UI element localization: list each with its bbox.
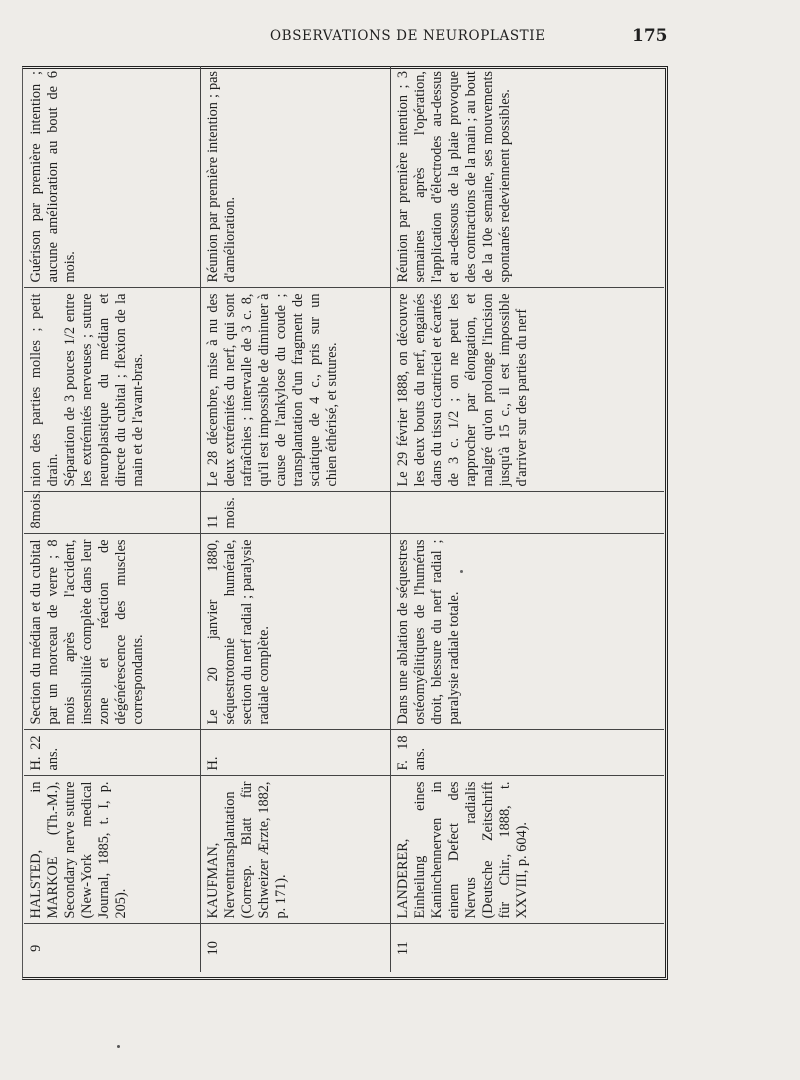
observations-table — [24, 66, 664, 972]
time-elapsed — [390, 492, 664, 534]
operation-description: Le 28 décembre, mise à nu des deux extrémités du nerf, qui sont rafraîchies ; intervalle de 3 c. 8, qu'il est impossible de diminuer à cause de l'ankylose du coude ; transplantation d'un fragment de sciatique de 4 c., pris sur un chien éthérisé, et sutures. — [200, 288, 390, 492]
table-row — [390, 66, 664, 972]
rotated-table-container — [24, 66, 664, 972]
observation-number: 10 — [204, 941, 221, 956]
observation-number: 9 — [28, 944, 44, 952]
observation-number: 11 — [394, 941, 411, 956]
running-header: OBSERVATIONS DE NEUROPLASTIE — [270, 28, 546, 44]
operation-description: Séparation de 3 pouces 1/2 entre les extrémités nerveuses ; suture neuroplastique du médian et directe du cubital ; flexion de la main et de l'avant-bras. — [62, 293, 146, 487]
source-reference: KAUFMAN, Nerventransplantation (Corresp. Blatt für Schweizer Ærzte, 1882, p. 171). — [200, 776, 390, 924]
result-description: Réunion par première intention ; pas d'amélioration. — [200, 66, 390, 288]
operation-description: Le 29 février 1888, on découvre les deux bouts du nerf, engainés dans du tissu cicatriciel et écartés de 3 c. 1/2 ; on ne peut les rapprocher par élongation, et malgré qu'on prolonge l'incision jusqu'à 15 c., il est impossible d'arriver sur des parties du nerf — [390, 288, 664, 492]
case-description: Section du médian et du cubital par un morceau de verre ; 8 mois après l'accident, insensibilité complète dans leur zone et réaction de dégénérescence des muscles correspondants. — [24, 534, 200, 730]
time-elapsed: 11 mois. — [200, 492, 390, 534]
ink-speck — [117, 1045, 120, 1048]
page-number: 175 — [632, 26, 668, 46]
result-description: Guérison par première intention ; aucune amélioration au bout de 6 mois. — [24, 66, 200, 288]
source-reference: LANDERER, Einheilung eines Kaninchennerven in einem Defect des Nervus radialis (Deutsche Zeitschrift für Chir., 1888, t. XXVIII, p. 604). — [390, 776, 664, 924]
table-row — [200, 66, 390, 972]
source-reference: HALSTED, in MARKOE (Th.-M.), Secondary nerve suture (New-York medical Journal, 1885, t. I, p. 205). — [24, 776, 200, 924]
sex-age: H. — [200, 730, 390, 776]
sex-age: F. 18 ans. — [390, 730, 664, 776]
case-description: Le 20 janvier 1880, séquestrotomie humérale, section du nerf radial ; paralysie radiale complète. — [200, 534, 390, 730]
result-description: Réunion par première intention ; 3 semaines après l'opération, l'application d'électrodes au-dessus et au-dessous de la plaie provoque des contractions de la main ; au bout de la 10e semaine, ses mouvements spontanés redeviennent possibles. — [390, 66, 664, 288]
ink-speck — [460, 570, 463, 573]
case-description: Dans une ablation de séquestres ostéomyélitiques de l'humérus droit, blessure du nerf radial ; paralysie radiale totale. — [390, 534, 664, 730]
operation-continuation: nion des parties molles ; petit drain. — [28, 293, 61, 487]
table-row — [24, 66, 200, 972]
operation-cell — [24, 288, 200, 492]
sex-age: H. 22 ans. — [24, 730, 200, 776]
time-elapsed: 8mois. — [24, 492, 200, 534]
